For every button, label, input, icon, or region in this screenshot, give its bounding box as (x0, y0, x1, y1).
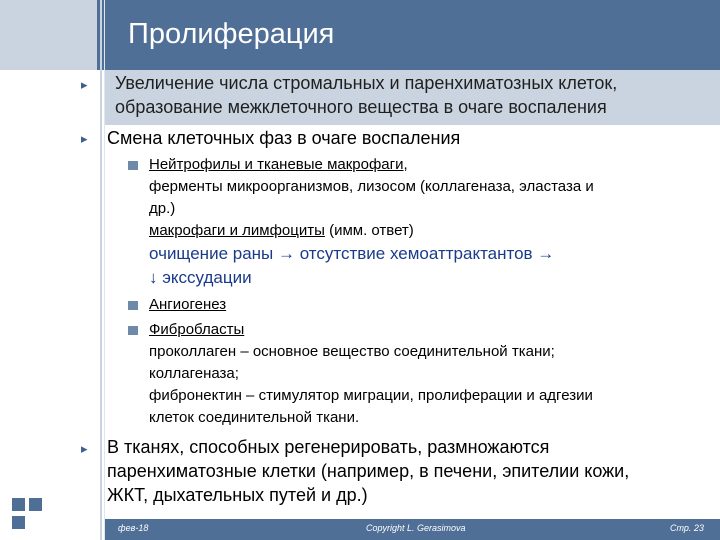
sub-3-line-4: фибронектин – стимулятор миграции, пролиферации и адгезии (149, 387, 593, 404)
square-bullet-icon (128, 301, 138, 310)
logo-square (12, 498, 25, 511)
sub-1-line-3: др.) (149, 200, 176, 217)
sub-2: Ангиогенез (149, 296, 227, 313)
sub-1-line-2: ферменты микроорганизмов, лизосом (коллагеназа, эластаза и (149, 178, 594, 195)
footer-date: фев-18 (118, 523, 149, 533)
sub-3-line-2: проколлаген – основное вещество соединительной ткани; (149, 343, 555, 360)
bullet-3-line-1: В тканях, способных регенерировать, размножаются (107, 437, 550, 457)
sub-3-line-3: коллагеназа; (149, 365, 239, 382)
big-line-2: ↓ экссудации (149, 268, 252, 287)
sub-1-head-text: Нейтрофилы и тканевые макрофаги (149, 156, 404, 173)
sub-1-line-4-text: макрофаги и лимфоциты (149, 222, 325, 239)
sub-1-head (149, 154, 408, 175)
sub-3: Фибробласты (149, 321, 245, 338)
sub-1-head-tail: , (403, 156, 408, 173)
bullet-3-line-2: паренхиматозные клетки (например, в печени, эпителии кожи, (107, 461, 630, 481)
logo-square (29, 498, 42, 511)
footer-copyright: Copyright L. Gerasimova (366, 523, 466, 533)
bullet-2: Смена клеточных фаз в очаге воспаления (107, 128, 461, 148)
sub-1-line-4-tail: (имм. ответ) (324, 222, 414, 239)
footer-page: Стр. 23 (670, 523, 704, 533)
sub-1-line-4 (149, 220, 414, 241)
square-bullet-icon (128, 326, 138, 335)
vertical-divider (100, 0, 102, 540)
logo-square (12, 516, 25, 529)
bullet-1-line-2: образование межклеточного вещества в очаге воспаления (115, 97, 607, 117)
big-line-1: очищение раны → отсутствие хемоаттрактантов → (149, 244, 555, 263)
vertical-divider-thin (104, 0, 105, 540)
slide-title: Пролиферация (128, 18, 335, 50)
square-bullet-icon (128, 161, 138, 170)
bullet-1-line-1: Увеличение числа стромальных и паренхиматозных клеток, (115, 73, 618, 93)
arrow-icon: ▸ (81, 441, 88, 456)
bullet-3-line-3: ЖКТ, дыхательных путей и др.) (107, 485, 368, 505)
sub-3-line-5: клеток соединительной ткани. (149, 409, 360, 426)
arrow-icon: ▸ (81, 131, 88, 146)
arrow-icon: ▸ (81, 77, 88, 92)
corner-box (0, 0, 97, 70)
